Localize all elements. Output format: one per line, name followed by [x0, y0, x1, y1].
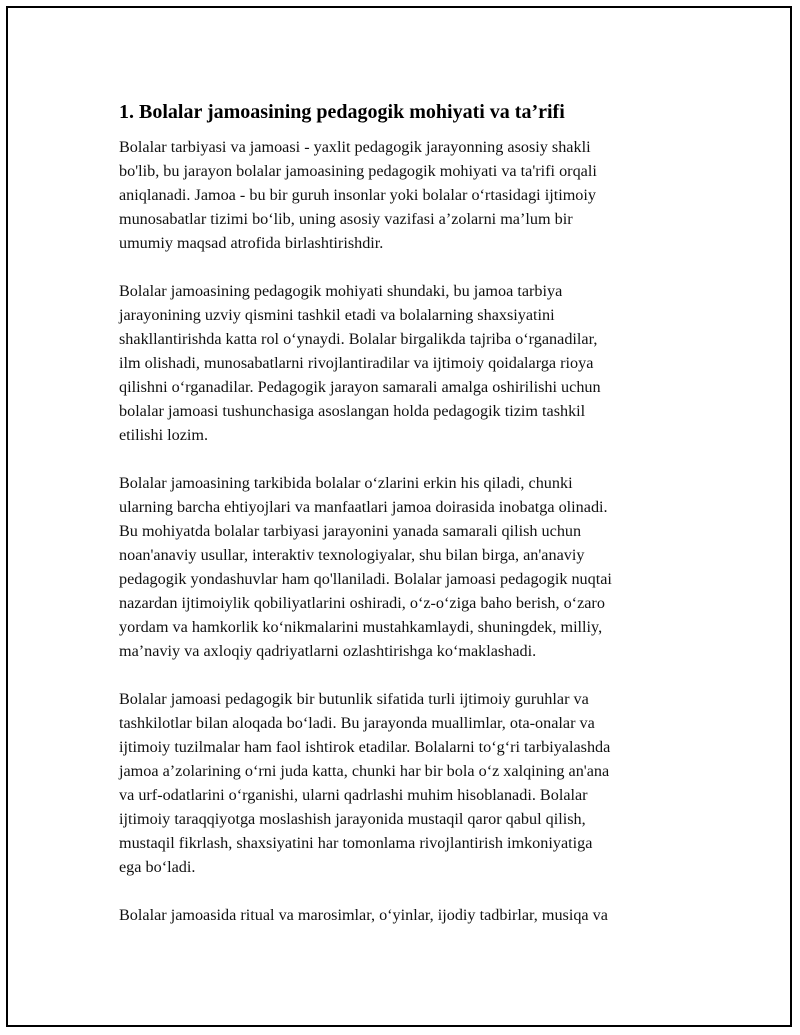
- page: [6, 6, 792, 1027]
- paragraph-3: [119, 471, 694, 663]
- text-line: shakllantirishda katta rol o‘ynaydi. Bolalar birgalikda tajriba o‘rganadilar,: [119, 330, 598, 348]
- section-heading: 1. Bolalar jamoasining pedagogik mohiyati va ta’rifi: [119, 101, 565, 123]
- text-line: nazardan ijtimoiylik qobiliyatlarini oshiradi, o‘z-o‘ziga baho berish, o‘zaro: [119, 594, 605, 612]
- text-line: bolalar jamoasi tushunchasiga asoslangan holda pedagogik tizim tashkil: [119, 402, 586, 420]
- text-line: munosabatlar tizimi bo‘lib, uning asosiy vazifasi a’zolarni ma’lum bir: [119, 210, 573, 228]
- text-line: umumiy maqsad atrofida birlashtirishdir.: [119, 234, 384, 252]
- text-line: ijtimoiy taraqqiyotga moslashish jarayonida mustaqil qaror qabul qilish,: [119, 810, 586, 828]
- text-line: Bolalar jamoasida ritual va marosimlar, o‘yinlar, ijodiy tadbirlar, musiqa va: [119, 906, 608, 924]
- document-body: [119, 98, 694, 927]
- text-line: bo'lib, bu jarayon bolalar jamoasining pedagogik mohiyati va ta'rifi orqali: [119, 162, 597, 180]
- text-line: tashkilotlar bilan aloqada bo‘ladi. Bu jarayonda muallimlar, ota-onalar va: [119, 714, 595, 732]
- text-line: qilishni o‘rganadilar. Pedagogik jarayon samarali amalga oshirilishi uchun: [119, 378, 601, 396]
- text-line: Bolalar jamoasining pedagogik mohiyati shundaki, bu jamoa tarbiya: [119, 282, 563, 300]
- text-line: va urf-odatlarini o‘rganishi, ularni qadrlashi muhim hisoblanadi. Bolalar: [119, 786, 588, 804]
- paragraph-1: [119, 135, 694, 255]
- text-line: noan'anaviy usullar, interaktiv texnologiyalar, shu bilan birga, an'anaviy: [119, 546, 585, 564]
- text-line: ma’naviy va axloqiy qadriyatlarni ozlashtirishga ko‘maklashadi.: [119, 642, 537, 660]
- paragraph-5: [119, 903, 694, 927]
- text-line: ega bo‘ladi.: [119, 858, 196, 876]
- text-line: Bolalar jamoasining tarkibida bolalar o‘zlarini erkin his qiladi, chunki: [119, 474, 573, 492]
- text-line: yordam va hamkorlik ko‘nikmalarini mustahkamlaydi, shuningdek, milliy,: [119, 618, 603, 636]
- text-line: Bolalar tarbiyasi va jamoasi - yaxlit pedagogik jarayonning asosiy shakli: [119, 138, 591, 156]
- paragraph-2: [119, 279, 694, 447]
- paragraph-4: [119, 687, 694, 879]
- text-line: ijtimoiy tuzilmalar ham faol ishtirok etadilar. Bolalarni to‘g‘ri tarbiyalashda: [119, 738, 611, 756]
- text-line: aniqlanadi. Jamoa - bu bir guruh insonlar yoki bolalar o‘rtasidagi ijtimoiy: [119, 186, 596, 204]
- text-line: Bolalar jamoasi pedagogik bir butunlik sifatida turli ijtimoiy guruhlar va: [119, 690, 589, 708]
- text-line: ilm olishadi, munosabatlarni rivojlantiradilar va ijtimoiy qoidalarga rioya: [119, 354, 594, 372]
- text-line: pedagogik yondashuvlar ham qo'llaniladi. Bolalar jamoasi pedagogik nuqtai: [119, 570, 612, 588]
- text-line: mustaqil fikrlash, shaxsiyatini har tomonlama rivojlantirish imkoniyatiga: [119, 834, 593, 852]
- text-line: jarayonining uzviy qismini tashkil etadi va bolalarning shaxsiyatini: [119, 306, 555, 324]
- text-line: jamoa a’zolarining o‘rni juda katta, chunki har bir bola o‘z xalqining an'ana: [119, 762, 610, 780]
- text-line: ularning barcha ehtiyojlari va manfaatlari jamoa doirasida inobatga olinadi.: [119, 498, 608, 516]
- text-line: Bu mohiyatda bolalar tarbiyasi jarayonini yanada samarali qilish uchun: [119, 522, 582, 540]
- text-line: etilishi lozim.: [119, 426, 209, 444]
